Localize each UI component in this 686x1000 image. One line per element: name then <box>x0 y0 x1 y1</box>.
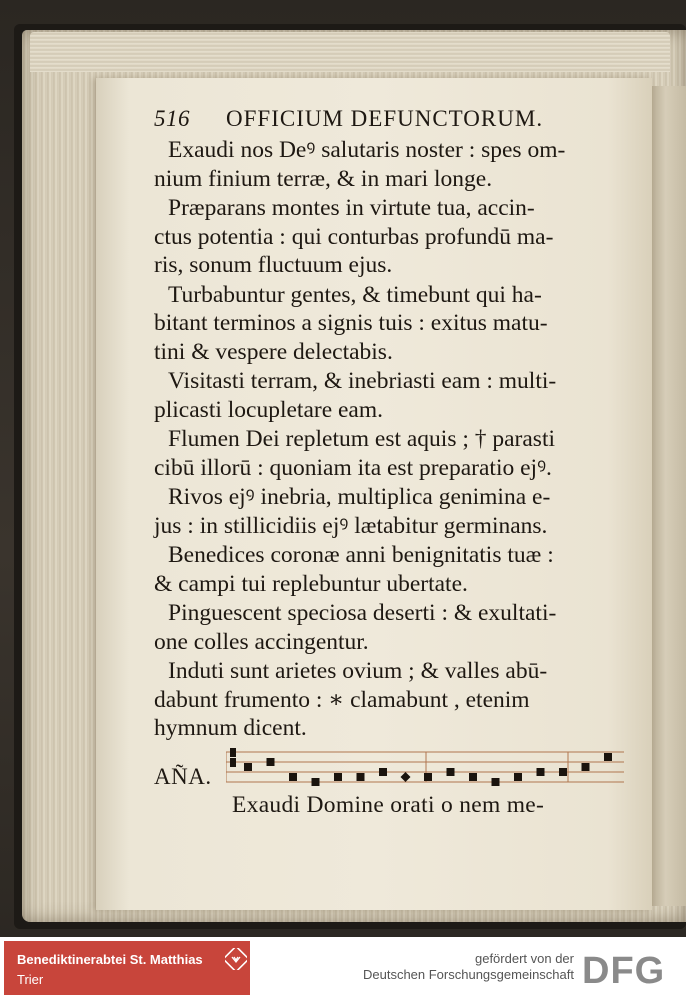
neume-rhombus <box>401 772 411 782</box>
verse <box>154 367 624 424</box>
page-number: 516 <box>154 106 190 131</box>
verse-line: bitant terminos a signis tuis : exitus matu- <box>154 310 548 336</box>
verse-line: & campi tui replebuntur ubertate. <box>154 570 468 597</box>
neume-punctum <box>604 753 612 761</box>
verse-line: Turbabuntur gentes, & timebunt qui ha- <box>168 281 542 308</box>
institution-city: Trier <box>17 972 44 987</box>
neume-punctum <box>582 763 590 771</box>
verse-line: tini & vespere delectabis. <box>154 338 393 365</box>
verse-line: nium finium terræ, & in mari longe. <box>154 165 493 192</box>
verse-line: jus : in stillicidiis ejꝰ lætabitur germinans. <box>154 512 548 539</box>
chant-staff <box>226 744 624 790</box>
dfg-logo-text: DFG <box>582 950 666 989</box>
neume-punctum <box>514 773 522 781</box>
institution-badge[interactable] <box>4 941 250 995</box>
neume-punctum <box>267 758 275 766</box>
c-clef <box>230 758 236 767</box>
verse-line: Visitasti terram, & inebriasti eam : multi- <box>168 368 557 394</box>
neume-punctum <box>379 768 387 776</box>
neume-punctum <box>537 768 545 776</box>
verse-line: Exaudi nos Deꝰ salutaris noster : spes om- <box>168 137 566 163</box>
antiphon-incipit: Exaudi Domine orati o nem me- <box>232 792 545 818</box>
verse-line: Pinguescent speciosa deserti : & exultati- <box>168 600 557 626</box>
funding-line-1: gefördert von der <box>474 951 574 966</box>
neume-punctum <box>469 773 477 781</box>
c-clef <box>230 748 236 757</box>
footer-banner <box>0 937 686 1000</box>
antiphon-label: AÑA. <box>154 764 212 789</box>
antiphon-row <box>154 744 624 794</box>
institution-name: Benediktinerabtei St. Matthias <box>17 952 203 967</box>
neume-punctum <box>334 773 342 781</box>
facing-page <box>652 86 686 906</box>
verse-line: Benedices coronæ anni benignitatis tuæ : <box>168 542 554 568</box>
neume-punctum <box>357 773 365 781</box>
neume-punctum <box>424 773 432 781</box>
verse <box>154 136 624 193</box>
funding-line-2: Deutschen Forschungsgemeinschaft <box>362 967 574 982</box>
verse <box>154 281 624 367</box>
neume-punctum <box>492 778 500 786</box>
neume-punctum <box>447 768 455 776</box>
verse-line: Flumen Dei repletum est aquis ; † parasti <box>168 426 556 452</box>
verse <box>154 541 624 598</box>
verse <box>154 483 624 540</box>
running-title: OFFICIUM DEFUNCTORUM. <box>226 106 544 131</box>
funding-note <box>363 951 574 983</box>
neume-punctum <box>289 773 297 781</box>
verse-line: Induti sunt arietes ovium ; & valles abū- <box>168 658 548 684</box>
verse-line: plicasti locupletare eam. <box>154 396 384 423</box>
psalm-verses <box>154 136 624 743</box>
verse-line: Præparans montes in virtute tua, accin- <box>168 195 535 221</box>
dfg-logo[interactable] <box>582 949 678 989</box>
page-top-edge <box>30 32 670 72</box>
neume-punctum <box>312 778 320 786</box>
text-block <box>154 106 624 744</box>
abbey-logo-icon <box>225 948 247 970</box>
verse <box>154 194 624 280</box>
verse-line: hymnum dicent. <box>154 715 307 741</box>
page-header <box>154 106 624 136</box>
verse <box>154 657 624 743</box>
verse-line: Rivos ejꝰ inebria, multiplica genimina e- <box>168 484 551 510</box>
verse <box>154 425 624 482</box>
verse-line: cibū illorū : quoniam ita est preparatio ejꝰ. <box>154 454 552 481</box>
verse-line: ris, sonum fluctuum ejus. <box>154 252 393 278</box>
verse-line: ctus potentia : qui conturbas profundū ma- <box>154 223 554 250</box>
neume-punctum <box>244 763 252 771</box>
neume-punctum <box>559 768 567 776</box>
verse-line: dabunt frumento : ∗ clamabunt , etenim <box>154 686 530 713</box>
verse <box>154 599 624 656</box>
verse-line: one colles accingentur. <box>154 628 369 655</box>
